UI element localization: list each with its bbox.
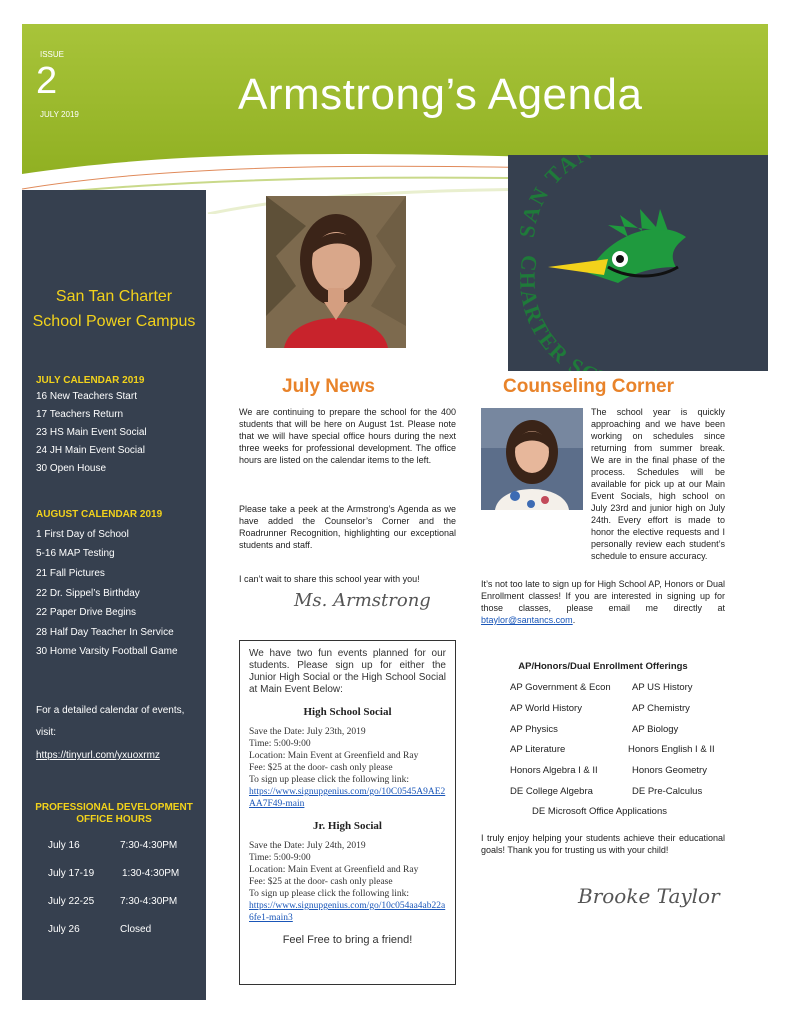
july-news-paragraph: I can’t wait to share this school year with you! xyxy=(239,574,420,584)
august-calendar-item: 1 First Day of School xyxy=(36,529,129,540)
august-calendar-item: 5-16 MAP Testing xyxy=(36,548,115,559)
office-hours-date: July 26 xyxy=(48,924,80,935)
school-logo xyxy=(508,155,768,371)
hs-social-date: Save the Date: July 23th, 2019 xyxy=(249,727,366,737)
offering-item: AP US History xyxy=(632,682,693,693)
offering-item: Honors English I & II xyxy=(628,744,715,755)
office-hours-time: 7:30-4:30PM xyxy=(120,840,178,851)
logo-text-top: SAN TA xyxy=(513,155,582,240)
office-hours-heading-line1: PROFESSIONAL DEVELOPMENT xyxy=(35,802,193,813)
counselor-email-link[interactable]: btaylor@santancs.com xyxy=(481,615,573,625)
august-calendar-heading: AUGUST CALENDAR 2019 xyxy=(36,509,163,520)
office-hours-time: Closed xyxy=(120,924,152,935)
offerings-title: AP/Honors/Dual Enrollment Offerings xyxy=(518,661,688,672)
offering-item: DE College Algebra xyxy=(510,786,593,797)
office-hours-date: July 16 xyxy=(48,840,80,851)
july-calendar-item: 23 HS Main Event Social xyxy=(36,427,147,438)
detailed-calendar-text: For a detailed calendar of events, visit: xyxy=(36,705,185,738)
jh-social-date: Save the Date: July 24th, 2019 xyxy=(249,841,366,851)
offering-item: AP Chemistry xyxy=(632,703,690,714)
office-hours-heading-line2: OFFICE HOURS xyxy=(76,814,152,825)
july-news-paragraph: We are continuing to prepare the school for the 400 students that will be here on August 1st. Please note that we will have special office hours during the next three weeks for professional development. The office hours are listed on the calendar items to the left. xyxy=(239,407,456,465)
hs-social-title: High School Social xyxy=(303,706,392,718)
offering-item: Honors Geometry xyxy=(632,765,707,776)
offering-item: DE Microsoft Office Applications xyxy=(532,806,667,817)
logo-text-bottom: CHARTER S xyxy=(515,253,590,371)
offering-item: DE Pre-Calculus xyxy=(632,786,703,797)
july-calendar-heading: JULY CALENDAR 2019 xyxy=(36,375,145,386)
calendar-link[interactable]: https://tinyurl.com/yxuoxrmz xyxy=(36,750,160,761)
offering-item: AP Literature xyxy=(510,744,566,755)
offering-item: AP Biology xyxy=(632,724,679,735)
school-logo-panel xyxy=(508,155,768,371)
counseling-paragraph-2-end: . xyxy=(572,615,576,625)
events-box xyxy=(239,640,456,985)
jh-social-title: Jr. High Social xyxy=(313,820,382,832)
july-calendar-item: 16 New Teachers Start xyxy=(36,391,137,402)
hs-social-location: Location: Main Event at Greenfield and Ray xyxy=(249,751,419,761)
principal-portrait-image xyxy=(266,196,406,348)
hs-social-time: Time: 5:00-9:00 xyxy=(249,739,311,749)
july-news-paragraph: Please take a peek at the Armstrong’s Agenda as we have added the Counselor’s Corner and the Roadrunner Recognition, highlighting our exceptional students and staff. xyxy=(239,504,456,550)
august-calendar-item: 21 Fall Pictures xyxy=(36,568,105,579)
offering-item: AP Physics xyxy=(510,724,558,735)
offering-item: Honors Algebra I & II xyxy=(510,765,598,776)
hs-social-signup-text: To sign up please click the following link: xyxy=(249,775,410,785)
issue-label: ISSUE xyxy=(40,50,65,59)
jh-social-signup-text: To sign up please click the following link: xyxy=(249,889,410,899)
counseling-paragraph-2-text: It’s not too late to sign up for High School AP, Honors or Dual Enrollment classes! If you are interested in signing up for those classes, please email me directly at xyxy=(481,579,725,613)
counseling-paragraph-2 xyxy=(481,578,725,626)
campus-name xyxy=(22,284,206,334)
jh-social-location: Location: Main Event at Greenfield and Ray xyxy=(249,865,419,875)
office-hours-date: July 17-19 xyxy=(48,868,95,879)
issue-number: 2 xyxy=(36,60,58,102)
counseling-paragraph-text: The school year is quickly approaching and we have been working on schedules since returning from summer break. We are in the final phase of the process. Schedules will be available for pick up at our Main Event Socials, high school on July 23rd and junior high on July 24th. Every effort is made to honor the elective requests and I personally review each student’s schedule to ensure accuracy. xyxy=(591,407,725,561)
july-calendar-item: 17 Teachers Return xyxy=(36,409,124,420)
july-calendar-item: 30 Open House xyxy=(36,463,107,474)
counseling-closing: I truly enjoy helping your students achieve their educational goals! Thank you for trusting us with your child! xyxy=(481,833,725,855)
august-calendar-item: 30 Home Varsity Football Game xyxy=(36,646,178,657)
sidebar-panel xyxy=(22,190,206,1000)
svg-text:SAN TAN xyxy=(514,155,597,239)
office-hours-time: 7:30-4:30PM xyxy=(120,896,178,907)
newsletter-title: Armstrong’s Agenda xyxy=(238,70,643,119)
offering-item: AP Government & Econ xyxy=(510,682,611,693)
events-footer: Feel Free to bring a friend! xyxy=(282,934,413,946)
jh-social-signup-link[interactable]: https://www.signupgenius.com/go/10c054aa4ab22a6fe1-main3 xyxy=(249,901,446,923)
hs-social-fee: Fee: $25 at the door- cash only please xyxy=(249,763,393,773)
hs-social-signup-link[interactable]: https://www.signupgenius.com/go/10C0545A9AE2AA7F49-main xyxy=(249,787,446,809)
principal-photo xyxy=(266,196,406,348)
office-hours-date: July 22-25 xyxy=(48,896,95,907)
campus-name-line1: San Tan Charter xyxy=(55,288,173,305)
counselor-signature: Brooke Taylor xyxy=(578,884,720,908)
events-intro: We have two fun events planned for our students. Please sign up for either the Junior High Social or the High School Social at Main Event Below: xyxy=(249,648,446,695)
july-calendar-item: 24 JH Main Event Social xyxy=(36,445,145,456)
offering-item: AP World History xyxy=(510,703,582,714)
august-calendar-item: 22 Dr. Sippel’s Birthday xyxy=(36,588,140,599)
office-hours-time: 1:30-4:30PM xyxy=(122,868,180,879)
jh-social-fee: Fee: $25 at the door- cash only please xyxy=(249,877,393,887)
issue-date: JULY 2019 xyxy=(40,110,79,119)
jh-social-time: Time: 5:00-9:00 xyxy=(249,853,311,863)
counseling-paragraph xyxy=(481,406,725,562)
august-calendar-item: 22 Paper Drive Begins xyxy=(36,607,137,618)
counseling-corner-title: Counseling Corner xyxy=(503,376,675,397)
principal-signature: Ms. Armstrong xyxy=(294,590,431,611)
roadrunner-icon xyxy=(548,209,686,283)
campus-name-line2: School Power Campus xyxy=(32,313,196,330)
office-hours-heading xyxy=(22,802,206,826)
august-calendar-item: 28 Half Day Teacher In Service xyxy=(36,627,174,638)
july-news-title: July News xyxy=(282,376,375,397)
